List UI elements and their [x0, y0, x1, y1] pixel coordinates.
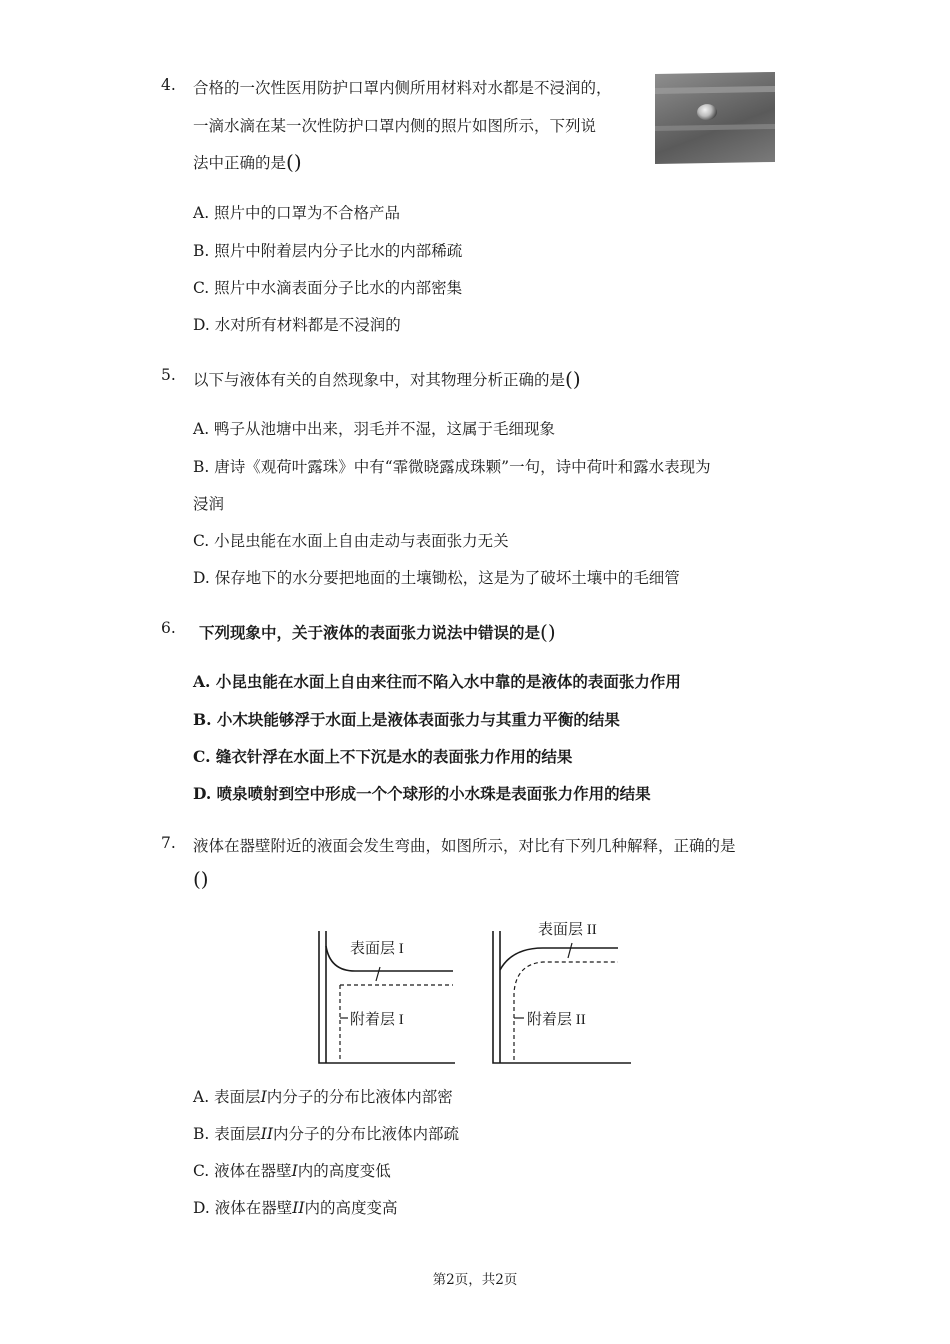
answer-paren: () — [540, 620, 556, 644]
q4-line-3: 法中正确的是() — [193, 150, 302, 174]
answer-paren: () — [193, 867, 209, 891]
q7-number: 7. — [161, 834, 176, 852]
right-container — [493, 931, 631, 1063]
q4-line-1: 合格的一次性医用防护口罩内侧所用材料对水都是不浸润的， — [193, 79, 612, 97]
page-footer: 第2页，共2页 — [432, 1272, 518, 1288]
q7-paren-line — [193, 866, 209, 890]
q6-option-c: C. 缝衣针浮在水面上不下沉是水的表面张力作用的结果 — [193, 747, 573, 766]
q4-option-a: A. 照片中的口罩为不合格产品 — [193, 204, 401, 222]
right-liquid-surface — [500, 948, 618, 970]
q7-option-a: A. 表面层I内分子的分布比液体内部密 — [193, 1088, 453, 1106]
answer-paren: () — [286, 150, 302, 174]
q7-option-b: B. 表面层II内分子的分布比液体内部疏 — [193, 1125, 460, 1143]
q5-option-b: B. 唐诗《观荷叶露珠》中有“霏微晓露成珠颗”一句，诗中荷叶和露水表现为 — [193, 458, 711, 476]
q4-option-d: D. 水对所有材料都是不浸润的 — [193, 316, 401, 334]
left-attach-label: 附着层 I — [350, 1012, 404, 1028]
meniscus-figure — [300, 915, 645, 1070]
q7-text: 液体在器壁附近的液面会发生弯曲，如图所示，对比有下列几种解释，正确的是 — [193, 837, 736, 855]
water-drop — [697, 104, 717, 120]
q5-number: 5. — [161, 366, 176, 384]
answer-paren: () — [565, 367, 581, 391]
q6-option-a: A. 小昆虫能在水面上自由来往而不陷入水中靠的是液体的表面张力作用 — [193, 672, 681, 691]
left-surface-label: 表面层 I — [350, 941, 404, 957]
q5-option-d: D. 保存地下的水分要把地面的土壤锄松，这是为了破坏土壤中的毛细管 — [193, 569, 680, 587]
right-surface-label: 表面层 II — [538, 922, 597, 938]
q5-text: 以下与液体有关的自然现象中，对其物理分析正确的是() — [193, 367, 581, 391]
q4-number: 4. — [161, 76, 176, 94]
q5-option-a: A. 鸭子从池塘中出来，羽毛并不湿，这属于毛细现象 — [193, 420, 556, 438]
q7-option-c: C. 液体在器壁I内的高度变低 — [193, 1162, 391, 1180]
q6-number: 6. — [161, 619, 176, 637]
q6-option-d: D. 喷泉喷射到空中形成一个个球形的小水珠是表面张力作用的结果 — [193, 784, 651, 803]
q5-option-b-cont: 浸润 — [193, 495, 225, 513]
q5-option-c: C. 小昆虫能在水面上自由走动与表面张力无关 — [193, 532, 509, 550]
q4-line-2: 一滴水滴在某一次性防护口罩内侧的照片如图所示，下列说 — [193, 117, 597, 135]
mask-water-drop-photo — [655, 72, 775, 164]
q7-option-d: D. 液体在器壁II内的高度变高 — [193, 1199, 398, 1217]
q4-option-b: B. 照片中附着层内分子比水的内部稀疏 — [193, 242, 463, 260]
q6-option-b: B. 小木块能够浮于水面上是液体表面张力与其重力平衡的结果 — [193, 710, 620, 729]
q4-option-c: C. 照片中水滴表面分子比水的内部密集 — [193, 279, 463, 297]
q6-text: 下列现象中，关于液体的表面张力说法中错误的是() — [199, 620, 556, 644]
right-attach-label: 附着层 II — [527, 1012, 586, 1028]
